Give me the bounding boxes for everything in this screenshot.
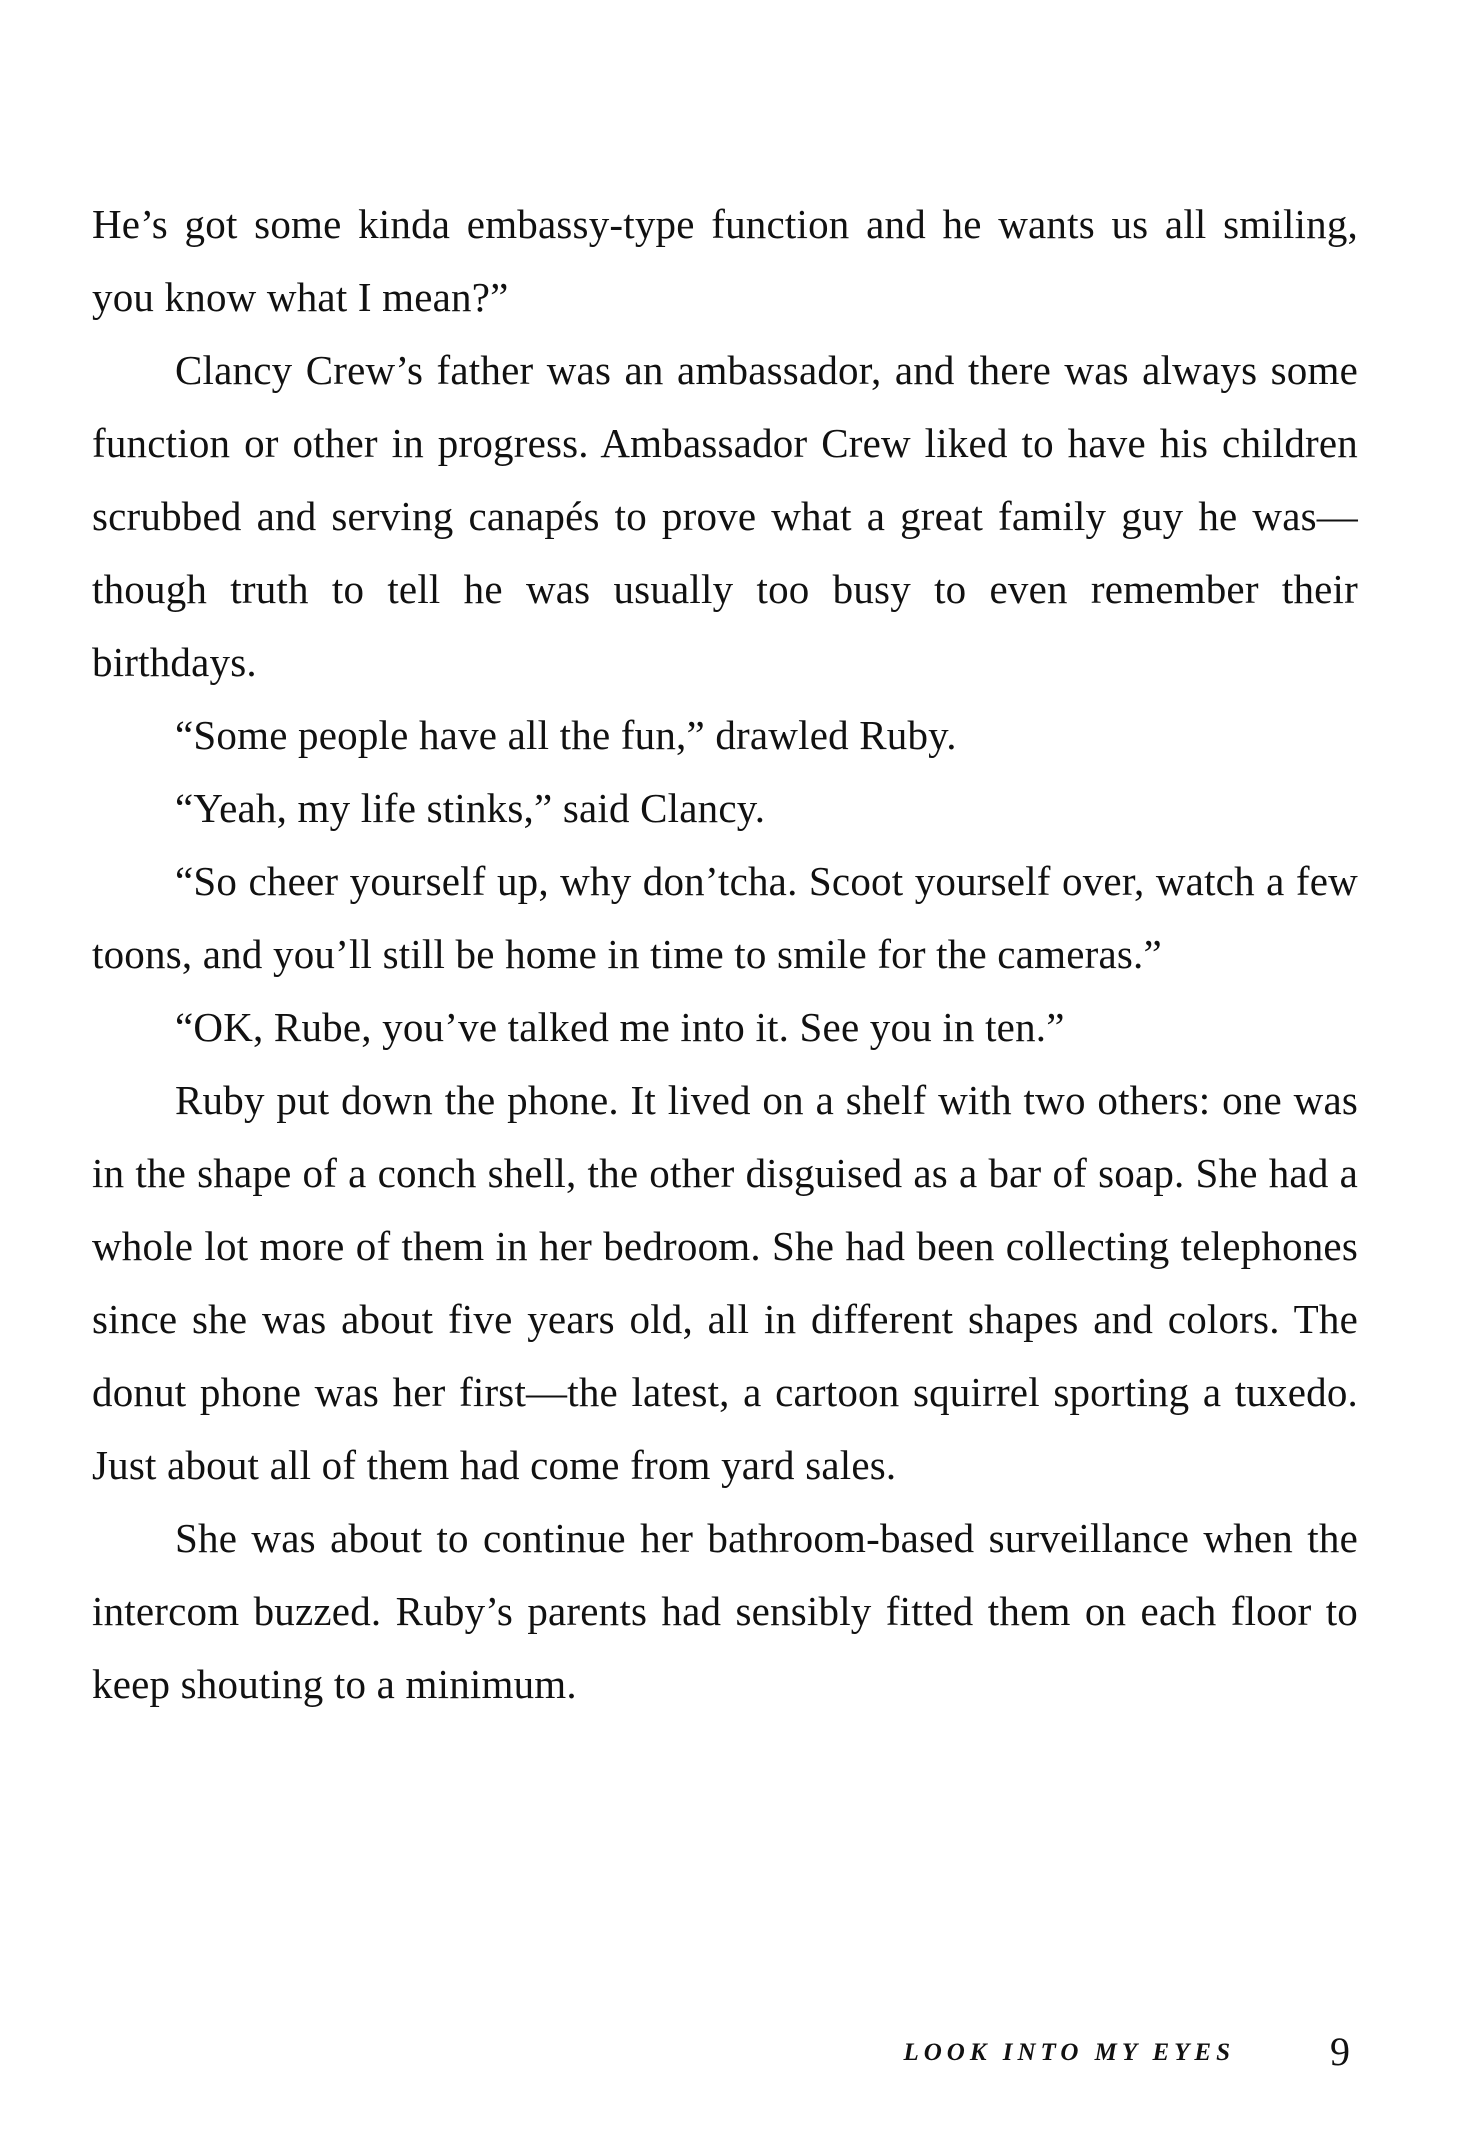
body-text (92, 188, 1358, 1721)
paragraph: “So cheer yourself up, why don’tcha. Scoot yourself over, watch a few toons, and you’ll still be home in time to smile for the cameras.” (92, 858, 1358, 977)
paragraph: “Some people have all the fun,” drawled Ruby. (175, 712, 957, 758)
page-number: 9 (1330, 2029, 1350, 2074)
paragraph: Ruby put down the phone. It lived on a shelf with two others: one was in the shape of a conch shell, the other disguised as a bar of soap. She had a whole lot more of them in her bedroom. She had been collecting telephones since she was about five years old, all in different shapes and colors. The donut phone was her first—the latest, a cartoon squirrel sporting a tuxedo. Just about all of them had come from yard sales. (92, 1077, 1358, 1488)
paragraph: She was about to continue her bathroom-based surveillance when the intercom buzzed. Ruby’s parents had sensibly fitted them on each floor to keep shouting to a minimum. (92, 1515, 1358, 1707)
paragraph-continued: He’s got some kinda embassy-type function and he wants us all smiling, you know what I mean?” (92, 201, 1358, 320)
page-footer (860, 2028, 1360, 2078)
paragraph: Clancy Crew’s father was an ambassador, and there was always some function or other in progress. Ambassador Crew liked to have his children scrubbed and serving canapés to prove what a great family guy he was—though truth to tell he was usually too busy to even remember their birthdays. (92, 347, 1358, 685)
paragraph: “OK, Rube, you’ve talked me into it. See you in ten.” (175, 1004, 1065, 1050)
paragraph: “Yeah, my life stinks,” said Clancy. (175, 785, 766, 831)
running-title: LOOK INTO MY EYES (903, 2039, 1235, 2066)
